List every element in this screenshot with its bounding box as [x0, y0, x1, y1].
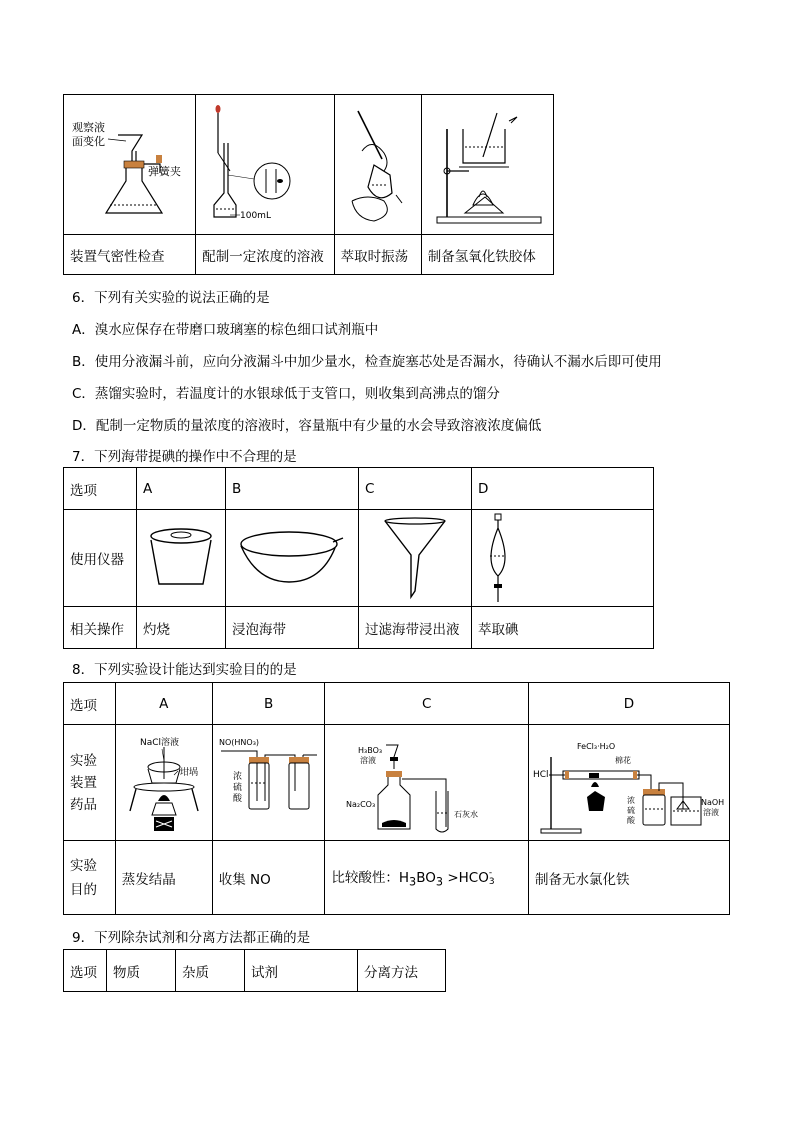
q7-header-b: B — [226, 468, 359, 510]
caption-shake: 萃取时振荡 — [334, 235, 421, 275]
q9-header-reagent: 试剂 — [245, 950, 358, 992]
purpose-c-prefix: 比较酸性：H — [331, 870, 410, 887]
cotton-label: 棉花 — [615, 755, 631, 765]
q8-purpose-a: 蒸发结晶 — [115, 841, 212, 915]
purpose-c-sub2: 3 — [435, 875, 444, 889]
na2co3-label: Na₂CO₃ — [345, 799, 375, 809]
q7-op-a: 灼烧 — [137, 607, 226, 649]
q9-table — [63, 949, 446, 992]
q8-apparatus-label — [64, 725, 116, 841]
q7-stem: 7．下列海带提碘的操作中不合理的是 — [72, 449, 297, 465]
q8-apparatus-label-3: 药品 — [70, 796, 97, 813]
q9-header-option: 选项 — [64, 950, 107, 992]
q6-option-d: D．配制一定物质的量浓度的溶液时，容量瓶中有少量的水会导致溶液浓度偏低 — [72, 418, 542, 434]
q8-header-a: A — [115, 683, 212, 725]
h3bo3-label: H₃BO₃ — [357, 745, 382, 755]
hcl-label: HCl — [533, 769, 549, 780]
apparatus-table — [63, 94, 554, 275]
q8-header-d: D — [529, 683, 730, 725]
q8-purpose-label — [64, 841, 116, 915]
volumetric-flask-figure — [196, 95, 334, 235]
anhydrous-fecl3-figure — [529, 725, 730, 841]
q8-purpose-label-2: 目的 — [70, 881, 97, 898]
q8-stem: 8．下列实验设计能达到实验目的的是 — [72, 662, 297, 678]
caption-airtight: 装置气密性检查 — [64, 235, 196, 275]
q9-stem: 9．下列除杂试剂和分离方法都正确的是 — [72, 930, 311, 946]
purpose-c-ion — [489, 869, 495, 887]
q6-stem: 6．下列有关实验的说法正确的是 — [72, 290, 270, 306]
d-acid-label-1: 浓 — [627, 795, 635, 805]
q7-op-b: 浸泡海带 — [226, 607, 359, 649]
acidity-compare-figure — [325, 725, 529, 841]
q7-table — [63, 467, 654, 649]
b-acid-label-1: 浓 — [232, 771, 242, 782]
q7-row-instrument-label: 使用仪器 — [64, 510, 137, 607]
q8-purpose-b: 收集 NO — [212, 841, 325, 915]
funnel-figure — [359, 510, 472, 607]
nacl-label: NaCl溶液 — [139, 737, 179, 748]
purpose-c-sup: - — [488, 868, 493, 879]
q7-header-option: 选项 — [64, 468, 137, 510]
q8-purpose-d: 制备无水氯化铁 — [529, 841, 730, 915]
d-acid-label-2: 硫 — [627, 805, 635, 815]
fecl3-label: FeCl₃·H₂O — [577, 741, 616, 751]
h3bo3-solution-label: 溶液 — [359, 755, 376, 765]
q8-purpose-label-1: 实验 — [70, 857, 97, 874]
evaporation-figure — [115, 725, 212, 841]
evaporating-dish-figure — [226, 510, 359, 607]
purpose-c-gt: >HCO — [443, 870, 489, 887]
q7-op-d: 萃取碘 — [472, 607, 654, 649]
extraction-shake-figure — [334, 95, 421, 235]
q8-purpose-c — [325, 841, 529, 915]
naoh-solution-label: 溶液 — [703, 807, 719, 817]
q6-option-b: B．使用分液漏斗前，应向分液漏斗中加少量水，检查旋塞芯处是否漏水，待确认不漏水后即可使用 — [72, 354, 662, 370]
q6-option-a: A．溴水应保存在带磨口玻璃塞的棕色细口试剂瓶中 — [72, 322, 379, 338]
q7-header-d: D — [472, 468, 654, 510]
purpose-c-sub1: 3 — [409, 875, 417, 889]
q6-option-c: C．蒸馏实验时，若温度计的水银球低于支管口，则收集到高沸点的馏分 — [72, 386, 500, 402]
q7-header-a: A — [137, 468, 226, 510]
q9-header-method: 分离方法 — [358, 950, 446, 992]
b-acid-label-3: 酸 — [232, 793, 242, 804]
purpose-c-sub3: 3 — [488, 877, 495, 888]
q7-op-c: 过滤海带浸出液 — [359, 607, 472, 649]
caption-volumetric: 配制一定浓度的溶液 — [196, 235, 334, 275]
purpose-c-mid: BO — [416, 870, 436, 887]
q7-header-c: C — [359, 468, 472, 510]
colloid-prep-figure — [421, 95, 553, 235]
observe-label-1: 观察液 — [71, 120, 105, 134]
gas-collection-figure — [212, 725, 325, 841]
naoh-label: NaOH — [701, 797, 725, 807]
q9-header-impurity: 杂质 — [176, 950, 245, 992]
b-acid-label-2: 硫 — [232, 782, 242, 793]
clamp-label: 弹簧夹 — [147, 164, 181, 178]
q7-row-op-label: 相关操作 — [64, 607, 137, 649]
crucible-figure — [137, 510, 226, 607]
d-acid-label-3: 酸 — [627, 815, 635, 825]
limewater-label: 石灰水 — [453, 809, 478, 819]
q8-apparatus-label-2: 装置 — [70, 774, 97, 791]
q8-header-c: C — [325, 683, 529, 725]
q8-table — [63, 682, 730, 915]
crucible-label: 坩埚 — [179, 767, 198, 778]
q8-header-b: B — [212, 683, 325, 725]
airtight-check-figure — [64, 95, 196, 235]
caption-colloid: 制备氢氧化铁胶体 — [421, 235, 553, 275]
q9-header-substance: 物质 — [107, 950, 176, 992]
no-gas-label: NO(HNO₃) — [218, 737, 259, 747]
separatory-funnel-figure — [472, 510, 654, 607]
observe-label-2: 面变化 — [71, 134, 105, 148]
q8-header-option: 选项 — [64, 683, 116, 725]
volume-label: 100mL — [239, 210, 271, 221]
q8-apparatus-label-1: 实验 — [70, 752, 97, 769]
